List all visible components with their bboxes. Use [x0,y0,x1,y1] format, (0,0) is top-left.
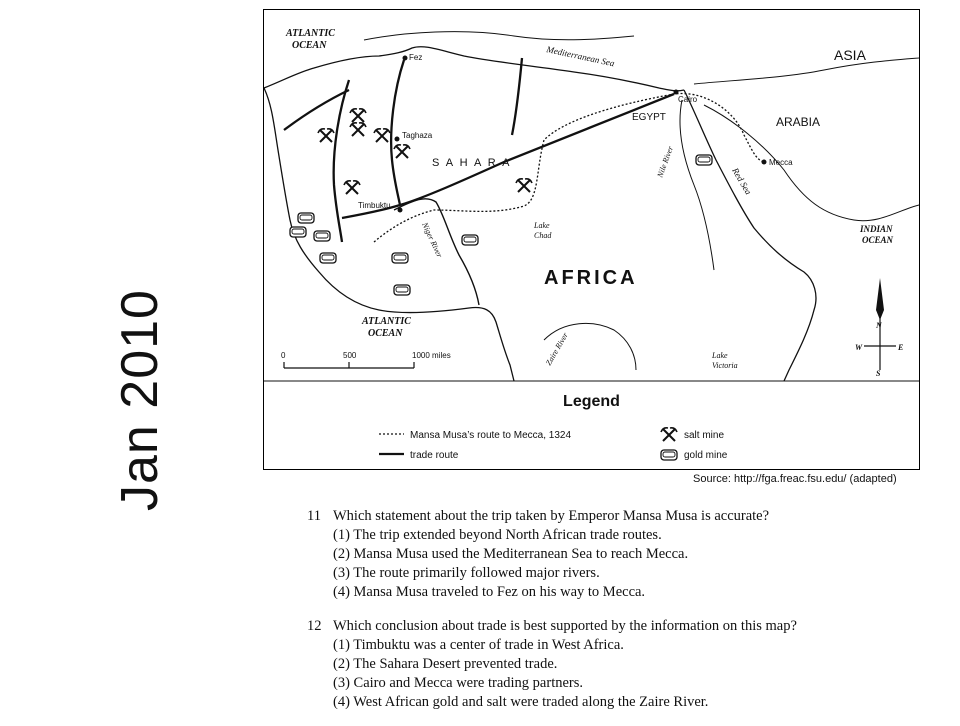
scale-bar [281,351,451,368]
label-timbuktu: Timbuktu [358,201,391,210]
salt-mine-icon [344,181,360,194]
label-nile: Nile River [655,144,676,179]
legend-title: Legend [563,393,620,410]
europe-coast [364,32,634,40]
label-lake-chad-1: Lake [534,221,550,230]
label-fez: Fez [409,53,423,62]
gold-mine-icon [290,227,306,237]
answer-option[interactable]: (1) Timbuktu was a center of trade in West Africa. [333,637,624,653]
label-indian-2: OCEAN [862,235,894,245]
scale-label-500: 500 [343,351,357,360]
compass-e: E [898,343,904,352]
answer-option[interactable]: (1) The trip extended beyond North African trade routes. [333,527,662,543]
question-11 [307,506,927,602]
label-taghaza: Taghaza [402,131,433,140]
compass-w: W [855,343,863,352]
legend-salt-mine-icon [661,428,677,441]
label-atlantic-bottom-2: OCEAN [368,328,403,339]
question-number: 12 [307,618,322,634]
compass-n: N [876,321,882,330]
label-atlantic-top-1: ATLANTIC [286,28,335,39]
scale-label-1000: 1000 miles [412,351,451,360]
label-mecca: Mecca [769,158,793,167]
legend-gold-mine: gold mine [684,450,728,461]
city-dot-fez [403,56,408,61]
gold-mine-icon [696,155,712,165]
label-africa: AFRICA [544,267,638,289]
salt-mine-icon [350,109,366,122]
legend-salt-mine: salt mine [684,430,725,441]
label-atlantic-bottom-1: ATLANTIC [362,316,411,327]
legend [379,428,728,461]
salt-mine-icon [318,129,334,142]
label-lake-victoria-1: Lake [712,351,728,360]
gold-mine-icon [320,253,336,263]
question-stem: Which conclusion about trade is best supported by the information on this map? [333,618,797,634]
map-figure [263,9,920,470]
gold-mine-icon [314,231,330,241]
salt-mine-icon [374,129,390,142]
gold-mine-icon [298,213,314,223]
compass-rose [855,278,903,378]
city-dot-timbuktu [398,208,403,213]
salt-mine-icon [516,179,532,192]
city-dot-cairo [674,90,679,95]
map-source: Source: http://fga.freac.fsu.edu/ (adapted) [693,473,897,485]
label-atlantic-top-2: OCEAN [292,40,327,51]
label-lake-victoria-2: Victoria [712,361,738,370]
legend-musa-route: Mansa Musa’s route to Mecca, 1324 [410,430,572,441]
salt-mine-icon [394,145,410,158]
trade-route [512,58,522,135]
east-coast [684,90,816,381]
answer-option[interactable]: (3) The route primarily followed major rivers. [333,565,600,581]
north-coast [264,47,684,91]
answer-option[interactable]: (3) Cairo and Mecca were trading partners. [333,675,584,691]
city-dot-mecca [762,160,767,165]
label-niger: Niger River [420,221,445,259]
label-indian-1: INDIAN [860,224,893,234]
city-dot-taghaza [395,137,400,142]
label-egypt: EGYPT [632,112,666,123]
question-stem: Which statement about the trip taken by Emperor Mansa Musa is accurate? [333,508,770,524]
legend-gold-mine-icon [661,450,677,460]
label-asia: ASIA [834,47,866,63]
answer-option[interactable]: (2) The Sahara Desert prevented trade. [333,656,558,672]
label-cairo: Cairo [678,95,698,104]
label-mediterranean: Mediterranean Sea [545,44,616,69]
answer-option[interactable]: (2) Mansa Musa used the Mediterranean Sea to reach Mecca. [333,546,689,562]
question-12 [307,616,927,712]
label-red-sea: Red Sea [730,166,754,197]
label-zaire: Zaire River [543,330,570,367]
label-lake-chad-2: Chad [534,231,552,240]
scale-label-0: 0 [281,351,286,360]
label-sahara: S A H A R A [432,157,512,169]
questions [307,506,927,726]
asia-coast [694,58,919,84]
salt-mine-icon [350,123,366,136]
answer-option[interactable]: (4) West African gold and salt were traded along the Zaire River. [333,694,709,710]
slide-title: Jan 2010 [111,289,169,511]
gold-mine-icon [462,235,478,245]
nile-line [680,100,714,270]
label-arabia: ARABIA [776,115,821,129]
legend-trade-route: trade route [410,450,459,461]
answer-option[interactable]: (4) Mansa Musa traveled to Fez on his way to Mecca. [333,584,646,600]
trade-route [284,90,349,130]
question-number: 11 [307,508,321,524]
gold-mine-icon [392,253,408,263]
compass-s: S [876,369,881,378]
gold-mine-icon [394,285,410,295]
